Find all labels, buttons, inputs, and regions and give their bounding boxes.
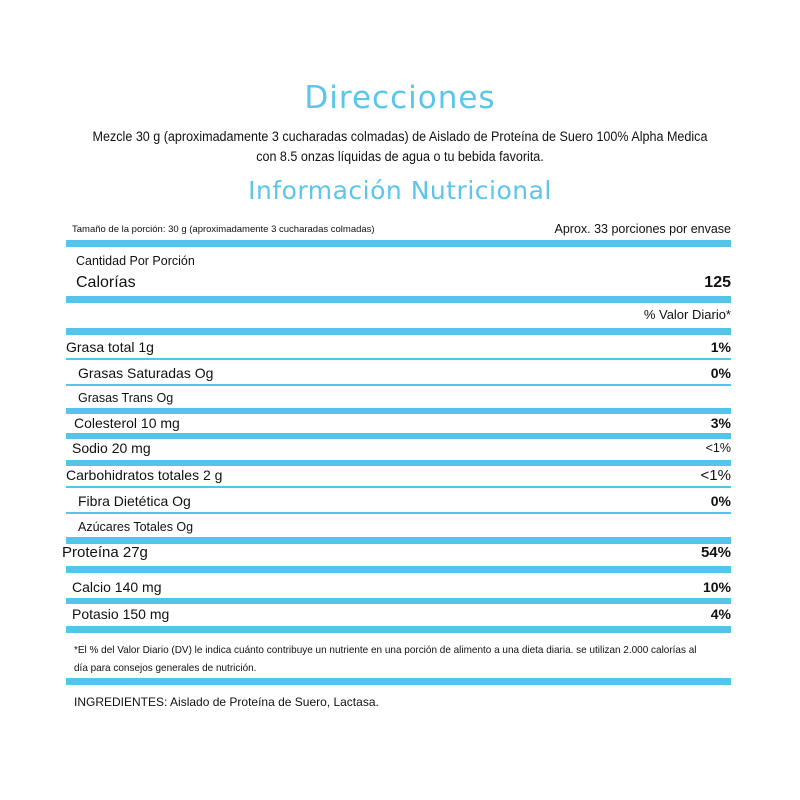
nutrient-row-sugars [66, 517, 731, 537]
nutrient-row-total-fat [66, 337, 731, 357]
amount-per-serving-row [66, 251, 731, 271]
nutrient-label: Azúcares Totales Og [78, 520, 194, 534]
nutrient-label: Grasas Trans Og [78, 391, 174, 405]
divider [66, 384, 731, 386]
serving-info [66, 219, 731, 239]
nutrient-dv: 54% [700, 543, 731, 561]
divider [66, 296, 731, 303]
servings-per-container: Aprox. 33 porciones por envase [554, 222, 731, 236]
nutrition-title: Información Nutricional [248, 176, 552, 205]
directions-title: Direcciones [304, 80, 496, 116]
nutrient-label: Grasas Saturadas Og [78, 365, 214, 381]
divider [66, 328, 731, 335]
serving-size: Tamaño de la porción: 30 g (aproximadamente 3 cucharadas colmadas) [72, 223, 375, 235]
nutrient-row-trans-fat [66, 388, 731, 408]
directions-text: Mezcle 30 g (aproximadamente 3 cucharadas colmadas) de Aislado de Proteína de Suero 100% Alpha Medica con 8.5 onzas líquidas de agua o tu bebida favorita. [92, 129, 708, 164]
daily-value-header-row [66, 304, 731, 324]
nutrient-dv: 3% [710, 415, 731, 431]
nutrient-row-calcium [66, 577, 731, 597]
nutrient-label: Colesterol 10 mg [74, 415, 180, 431]
nutrient-row-carbohydrates [66, 465, 731, 485]
divider [66, 240, 731, 247]
nutrient-dv: <1% [700, 466, 731, 484]
nutrient-label: Proteína 27g [62, 543, 148, 561]
nutrient-dv: 1% [710, 339, 731, 355]
nutrient-label: Potasio 150 mg [72, 606, 170, 622]
amount-per-serving: Cantidad Por Porción [76, 254, 195, 268]
nutrient-label: Fibra Dietética Og [78, 493, 191, 509]
nutrient-dv: 4% [710, 606, 731, 622]
calories-row [66, 273, 731, 293]
nutrient-row-potassium [66, 604, 731, 624]
divider [66, 512, 731, 514]
divider [66, 358, 731, 360]
calories-value: 125 [704, 274, 731, 291]
divider [66, 678, 731, 685]
nutrient-label: Calcio 140 mg [72, 579, 162, 595]
nutrient-row-cholesterol [66, 413, 731, 433]
nutrient-dv: <1% [705, 441, 731, 455]
nutrient-label: Grasa total 1g [66, 339, 154, 355]
daily-value-header: % Valor Diario* [643, 306, 731, 322]
ingredients: INGREDIENTES: Aislado de Proteína de Suero, Lactasa. [74, 695, 379, 709]
divider [66, 486, 731, 488]
nutrient-dv: 10% [702, 579, 731, 595]
divider [66, 626, 731, 633]
nutrient-dv: 0% [710, 365, 731, 381]
daily-value-footnote: *El % del Valor Diario (DV) le indica cuánto contribuye un nutriente en una porción de alimento a una dieta diaria. se utilizan 2.000 calorías al día para consejos generales de nutrición. [74, 644, 697, 674]
nutrient-row-fiber [66, 491, 731, 511]
nutrient-dv: 0% [710, 493, 731, 509]
nutrient-row-sodium [66, 438, 731, 458]
divider [66, 566, 731, 573]
nutrient-label: Carbohidratos totales 2 g [66, 467, 223, 483]
nutrient-label: Sodio 20 mg [72, 440, 151, 456]
nutrient-row-protein [62, 542, 731, 562]
nutrient-row-saturated-fat [66, 363, 731, 383]
calories-label: Calorías [76, 274, 136, 291]
